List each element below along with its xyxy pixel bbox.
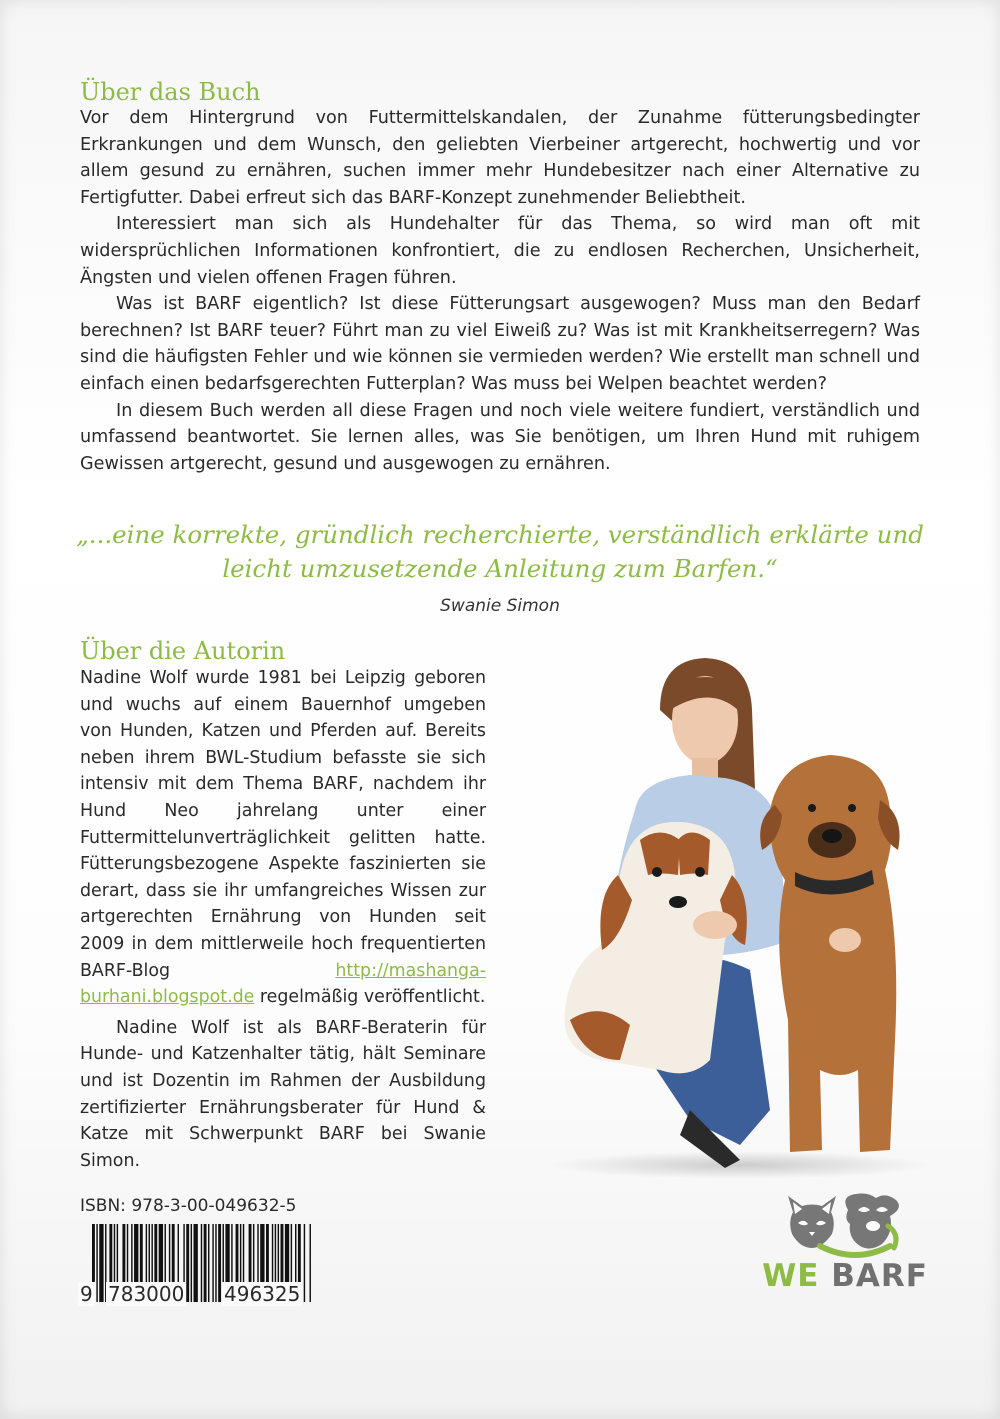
cat-and-dog-heads-icon <box>760 1190 930 1260</box>
author-bio-text: Nadine Wolf wurde 1981 bei Leipzig geboren und wuchs auf einem Bauernhof umgeben von Hunden, Katzen und Pferden auf. Bereits neben ihrem BWL-Studium befasste sie sich intensiv mit dem Thema BARF, nachdem ihr Hund Neo jahrelang unter einer Futtermittelunverträglichkeit gelitten hatte. Fütterungsbezogene Aspekte faszinierten sie derart, dass sie ihr umfangreiches Wissen zur artgerechten Ernährung von Hunden seit 2009 in dem mittlerweile hoch frequentierten BARF-Blog <box>80 668 486 981</box>
quote-author: Swanie Simon <box>440 596 560 616</box>
about-book-heading: Über das Buch <box>80 78 261 106</box>
about-book-paragraph: Interessiert man sich als Hundehalter für das Thema, so wird man oft mit widersprüchlichen Informationen konfrontiert, die zu endlosen Recherchen, Unsicherheit, Ängsten und vielen offenen Fragen führen. <box>80 214 920 288</box>
about-book-paragraph: In diesem Buch werden all diese Fragen und noch viele weitere fundiert, verständlich und umfassend beantwortet. Sie lernen alles, was Sie benötigen, um Ihren Hund mit ruhigem Gewissen artgerecht, gesund und ausgewogen zu ernähren. <box>80 400 920 474</box>
author-paragraph-1 <box>80 665 486 1011</box>
blog-link[interactable]: http://mashanga-burhani.blogspot.de <box>80 960 486 1008</box>
we-barf-logo <box>760 1190 930 1310</box>
review-quote <box>60 518 940 586</box>
author-paragraph-2: Nadine Wolf ist als BARF-Beraterin für Hunde- und Katzenhalter tätig, hält Seminare und ist Dozentin im Rahmen der Ausbildung zertifizierter Ernährungsberater für Hund & Katze mit Schwerpunkt BARF bei Swanie Simon. <box>80 1017 486 1171</box>
logo-barf: BARF <box>831 1258 928 1294</box>
about-author-text <box>80 665 486 1174</box>
about-book-text <box>80 105 920 477</box>
quote-line-2: leicht umzusetzende Anleitung zum Barfen.“ <box>222 554 778 583</box>
author-with-dogs-photo <box>540 640 940 1180</box>
barcode-left-group: 783000 <box>108 1282 185 1306</box>
logo-space <box>819 1258 831 1294</box>
about-author-heading: Über die Autorin <box>80 637 286 665</box>
logo-wordmark <box>760 1258 930 1294</box>
barcode-first-digit: 9 <box>80 1282 93 1306</box>
barcode-digits <box>80 1282 320 1312</box>
logo-we: WE <box>762 1258 820 1294</box>
about-book-paragraph: Vor dem Hintergrund von Futtermittelskandalen, der Zunahme fütterungsbedingter Erkrankungen und dem Wunsch, den geliebten Vierbeiner artgerecht, hochwertig und vor allem gesund zu ernähren, suchen immer mehr Hundebesitzer nach einer Alternative zu Fertigfutter. Dabei erfreut sich das BARF-Konzept zunehmender Beliebtheit. <box>80 108 920 208</box>
isbn-label: ISBN: 978-3-00-049632-5 <box>80 1196 297 1216</box>
barcode-right-group: 496325 <box>224 1282 301 1306</box>
author-bio-text-end: regelmäßig veröffentlicht. <box>254 987 486 1008</box>
about-book-paragraph: Was ist BARF eigentlich? Ist diese Fütterungsart ausgewogen? Muss man den Bedarf berechnen? Ist BARF teuer? Führt man zu viel Eiweiß zu? Was ist mit Krankheitserregern? Was sind die häufigsten Fehler und wie können sie vermieden werden? Wie erstellt man schnell und einfach einen bedarfsgerechten Futterplan? Was muss bei Welpen beachtet werden? <box>80 294 920 394</box>
quote-line-1: „...eine korrekte, gründlich recherchierte, verständlich erklärte und <box>76 520 924 549</box>
